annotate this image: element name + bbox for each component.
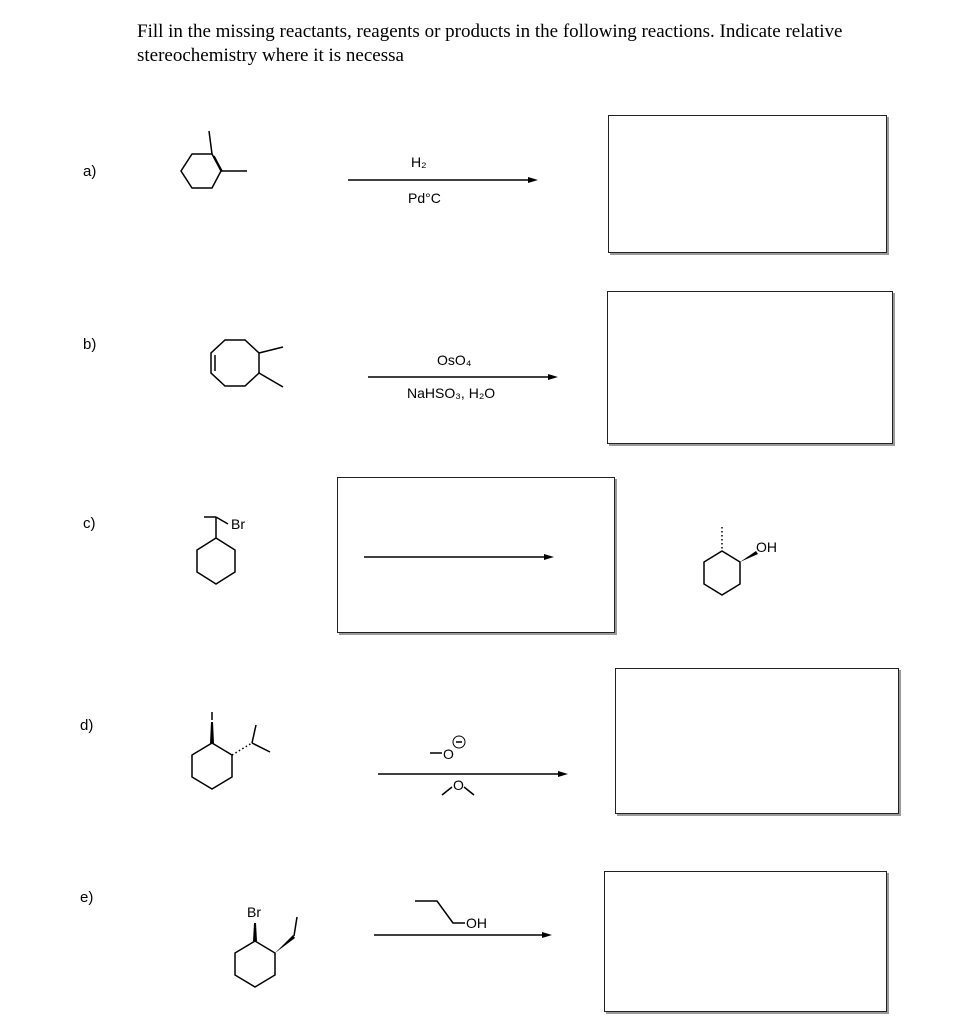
problem-e-answer-box[interactable] — [604, 871, 887, 1012]
problem-d-arrow — [378, 768, 573, 780]
problem-a-answer-box[interactable] — [608, 115, 887, 253]
problem-d-ether-oxygen: O — [453, 777, 464, 793]
problem-d-label: d) — [80, 717, 94, 734]
problem-b-answer-box[interactable] — [607, 291, 893, 444]
problem-a-reagent-below: Pd°C — [408, 190, 441, 206]
problem-d-methoxide-oxygen: O — [443, 746, 454, 762]
problem-b-reactant-molecule — [195, 325, 295, 415]
problem-d-answer-box[interactable] — [615, 668, 899, 814]
problem-d-reactant-molecule — [188, 710, 288, 810]
problem-b-label: b) — [83, 336, 97, 353]
problem-e-reactant-molecule — [225, 915, 315, 1015]
problem-e-propanol-hydroxyl: OH — [466, 915, 487, 931]
problem-b-arrow — [368, 371, 563, 383]
problem-e-label: e) — [80, 889, 94, 906]
problem-c-product-molecule — [700, 515, 780, 605]
problem-a-arrow — [348, 174, 543, 186]
problem-a-reagent-above: H₂ — [411, 154, 427, 170]
problem-c-bromine-label: Br — [231, 516, 245, 532]
problem-c-arrow — [364, 551, 559, 563]
problem-e-bromine-label: Br — [247, 904, 261, 920]
problem-b-reagent-above: OsO₄ — [437, 352, 472, 368]
problem-e-arrow — [374, 929, 559, 941]
instructions-text: Fill in the missing reactants, reagents or products in the following reactions. Indicate relative stereochemistry where it is necessa — [137, 21, 843, 66]
problem-a-label: a) — [83, 163, 97, 180]
problem-b-reagent-below: NaHSO₃, H₂O — [407, 385, 496, 401]
problem-c-product-hydroxyl: OH — [756, 539, 777, 555]
problem-c-label: c) — [83, 515, 96, 532]
problem-c-reactant-molecule — [190, 505, 270, 605]
problem-a-reactant-molecule — [160, 125, 260, 205]
